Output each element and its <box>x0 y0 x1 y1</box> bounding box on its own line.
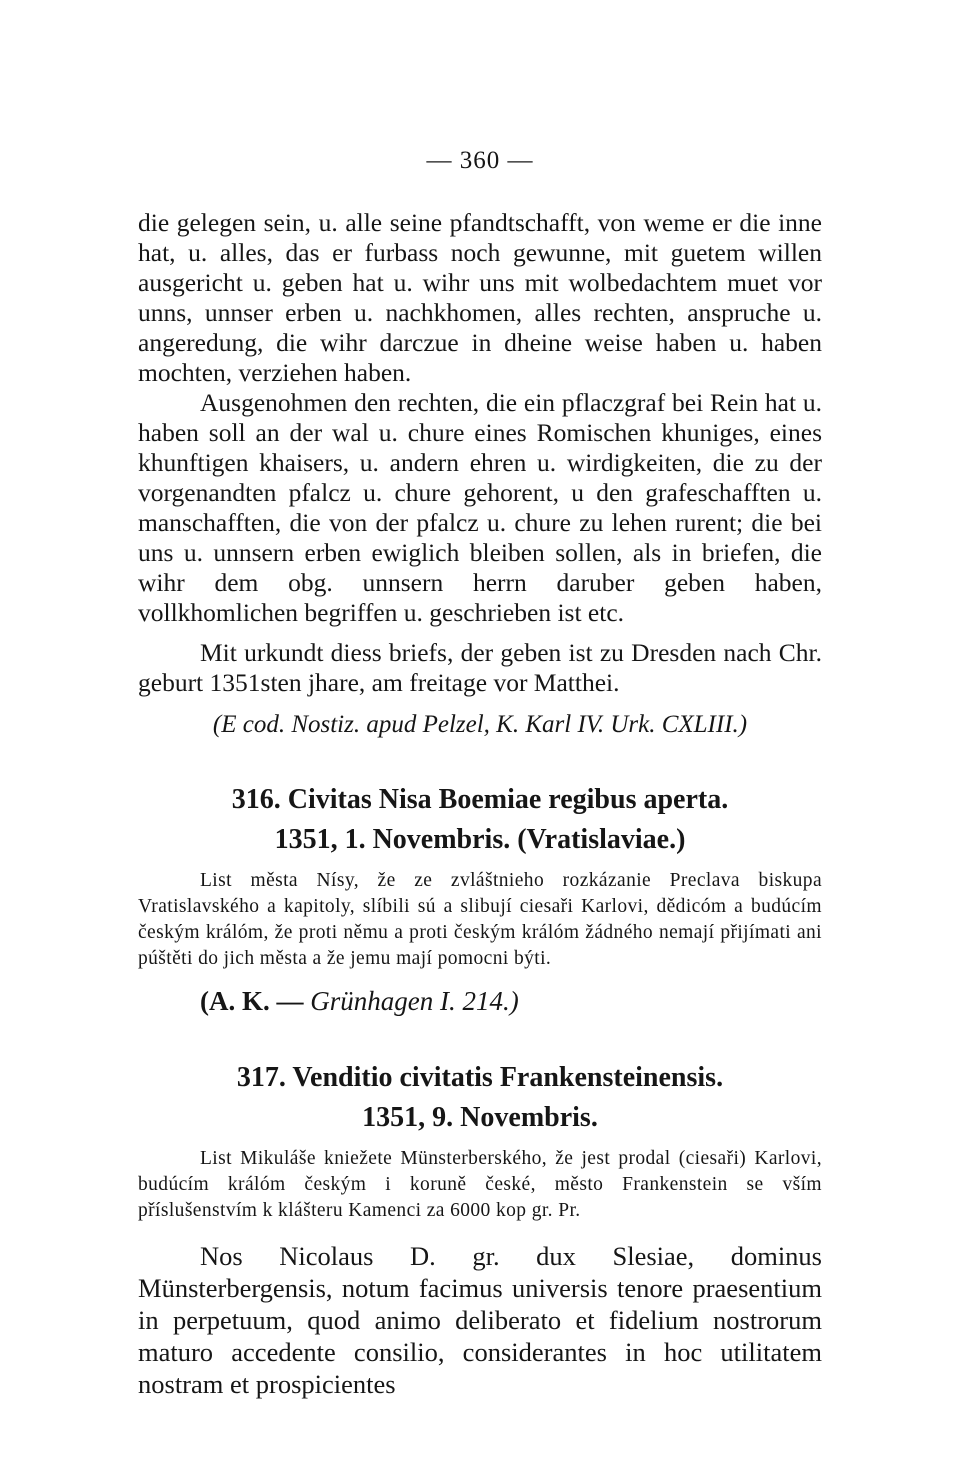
doc-317-summary: List Mikuláše kniežete Münsterberského, že jest prodal (ciesaři) Karlovi, budúcím králóm českým i koruně české, město Frankenstein se vším příslušenstvím k klášteru Kamenci za 6000 kop gr. Pr. <box>138 1148 822 1221</box>
paragraph-continuation: die gelegen sein, u. alle seine pfandtschafft, von weme er die inne hat, u. alles, das er furbass noch gewunne, mit guetem willen ausgericht u. geben hat u. wihr uns mit wolbedachtem muet vor unns, unnser erben u. nachkhomen, alles rechten, anspruche u. angeredung, die wihr darczue in dheine weise haben u. haben mochten, verziehen haben. <box>138 208 822 387</box>
paragraph-ausgenohmen: Ausgenohmen den rechten, die ein pflaczgraf bei Rein hat u. haben soll an der wal u. chure eines Romischen khuniges, eines khunftigen khaisers, u. andern ehren u. wirdigkeiten, die zu der vorgenandten pfalcz u. chure gehorent, u den grafeschafften u. manschafften, die von der pfalcz u. chure zu lehen rurent; die bei uns u. unnsern erben ewiglich bleiben sollen, als in briefen, die wihr dem obg. unnsern herrn daruber geben haben, vollkhomlichen begriffen u. geschrieben ist etc. <box>138 388 822 627</box>
doc-316-source-ref: Grünhagen I. 214.) <box>310 986 519 1016</box>
paragraph-urkundt: Mit urkundt diess briefs, der geben ist zu Dresden nach Chr. geburt 1351sten jhare, am freitage vor Matthei. <box>138 638 822 697</box>
doc-316-date: 1351, 1. Novembris. (Vratislaviae.) <box>274 824 686 855</box>
doc-317-date: 1351, 9. Novembris. <box>362 1102 598 1133</box>
doc-317-title: 317. Venditio civitatis Frankensteinensis. <box>236 1062 724 1093</box>
doc-316-title: 316. Civitas Nisa Boemiae regibus aperta. <box>231 784 729 815</box>
doc-316-source <box>200 984 822 1018</box>
doc-316-source-lead: (A. K. — <box>200 986 304 1016</box>
doc-317-body: Nos Nicolaus D. gr. dux Slesiae, dominus Münsterbergensis, notum facimus universis tenore praesentium in perpetuum, quod animo deliberato et fidelium nostrorum maturo accedente consilio, considerantes in hoc utilitatem nostram et prospicientes <box>138 1241 822 1399</box>
page-number: — 360 — <box>426 147 534 174</box>
source-citation: (E cod. Nostiz. apud Pelzel, K. Karl IV. Urk. CXLIII.) <box>212 711 748 738</box>
document-page <box>138 146 822 1400</box>
doc-316-summary: List města Nísy, že ze zvláštnieho rozkázanie Preclava biskupa Vratislavského a kapitoly, slíbili sú a slibují ciesaři Karlovi, dědicóm a budúcím českým králóm, že proti němu a proti českým králóm žádného nemají přijímati ani púštěti do jich města a že jemu mají pomocni býti. <box>138 870 822 969</box>
